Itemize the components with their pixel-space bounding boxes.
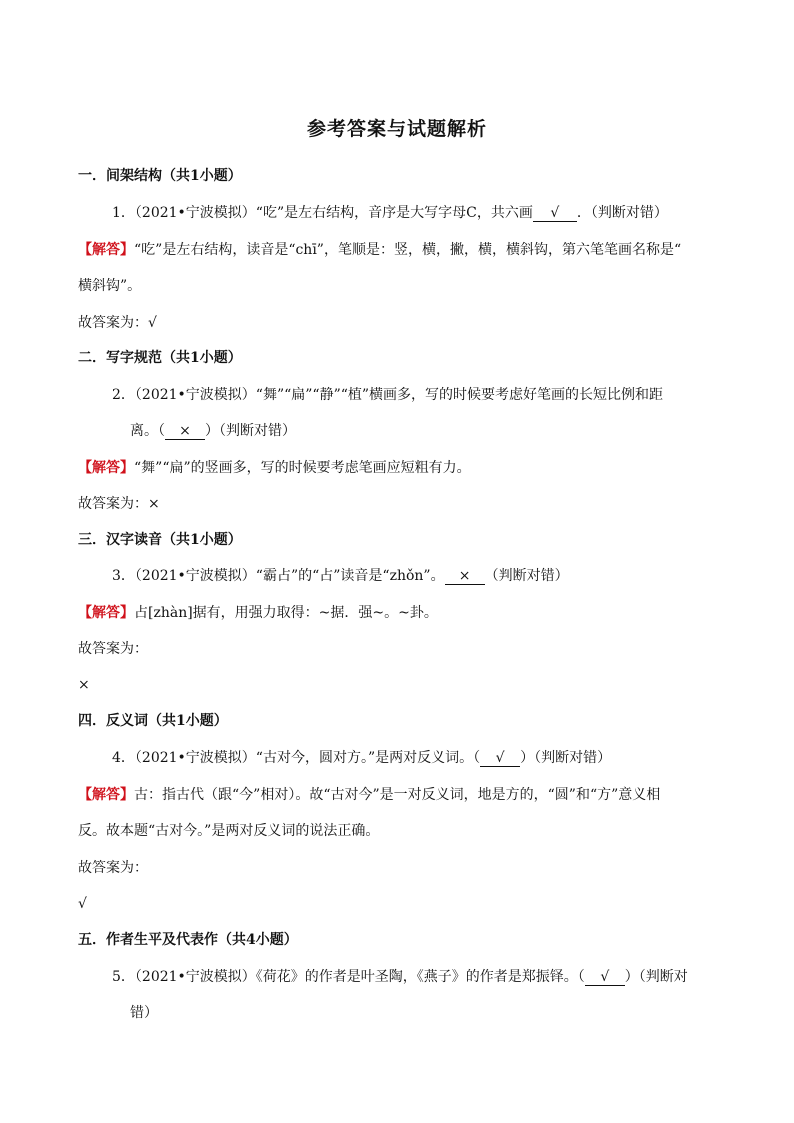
solution-4 (78, 785, 660, 805)
answer-line: 故答案为： (78, 641, 148, 657)
section-heading: 二．写字规范（共1小题） (78, 350, 242, 366)
solution-2 (78, 458, 471, 478)
solution-text: 横斜钩”。 (78, 278, 142, 294)
answer-value: √ (78, 896, 87, 912)
answer-line: 故答案为：√ (78, 315, 157, 331)
question-text: 1．（2021•宁波模拟）“吃”是左右结构，音序是大写字母C，共六画 (112, 205, 533, 221)
answer-blank: √ (480, 750, 520, 767)
question-text: ）（判断对错） (205, 423, 296, 439)
question-text: 5．（2021•宁波模拟）《荷花》的作者是叶圣陶，《燕子》的作者是郑振铎。（ (112, 969, 585, 985)
section-heading: 三．汉字读音（共1小题） (78, 532, 242, 548)
question-5-cont: 错） (130, 1005, 158, 1021)
question-2-cont (130, 421, 296, 441)
question-text: ．（判断对错） (576, 205, 668, 221)
answer-blank: √ (533, 205, 577, 222)
answer-line: 故答案为：× (78, 496, 160, 512)
question-4 (112, 748, 611, 768)
answer-blank: × (165, 423, 205, 440)
page-title: 参考答案与试题解析 (306, 118, 487, 140)
solution-label: 【解答】 (78, 460, 134, 476)
solution-text: 古：指古代（跟“今”相对）。故“古对今”是一对反义词，地是方的，“圆”和“方”意义相 (134, 787, 661, 803)
solution-3 (78, 603, 438, 623)
answer-value: × (78, 677, 90, 693)
question-5 (112, 967, 688, 987)
question-text: ）（判断对错） (520, 750, 612, 766)
answer-line: 故答案为： (78, 860, 148, 876)
section-heading: 一．间架结构（共1小题） (78, 168, 242, 184)
solution-text: 反。故本题“古对今。”是两对反义词的说法正确。 (78, 823, 380, 839)
question-text: 4．（2021•宁波模拟）“古对今，圆对方。”是两对反义词。（ (112, 750, 481, 766)
question-3 (112, 566, 569, 586)
question-text: 3．（2021•宁波模拟）“霸占”的“占”读音是“zhǒn”。 (112, 568, 445, 584)
solution-label: 【解答】 (78, 787, 134, 803)
question-2: 2．（2021•宁波模拟）“舞”“扁”“静”“植”横画多，写的时候要考虑好笔画的长短比例和距 (112, 387, 664, 403)
solution-text: 占[zhàn]据有，用强力取得：~据．强~。~卦。 (134, 605, 438, 621)
question-text: 离。（ (130, 423, 165, 439)
solution-text: “舞”“扁”的竖画多，写的时候要考虑笔画应短粗有力。 (134, 460, 471, 476)
solution-1 (78, 240, 681, 260)
question-1 (112, 203, 668, 223)
solution-label: 【解答】 (78, 242, 134, 258)
answer-blank: √ (585, 969, 625, 986)
section-heading: 四．反义词（共1小题） (78, 713, 228, 729)
question-text: ）（判断对 (624, 969, 688, 985)
solution-text: “吃”是左右结构，读音是“chī”，笔顺是：竖，横，撇，横，横斜钩，第六笔笔画名称是“ (134, 242, 682, 258)
question-text: （判断对错） (484, 568, 569, 584)
solution-label: 【解答】 (78, 605, 134, 621)
answer-blank: × (445, 568, 485, 585)
section-heading: 五．作者生平及代表作（共4小题） (78, 932, 298, 948)
